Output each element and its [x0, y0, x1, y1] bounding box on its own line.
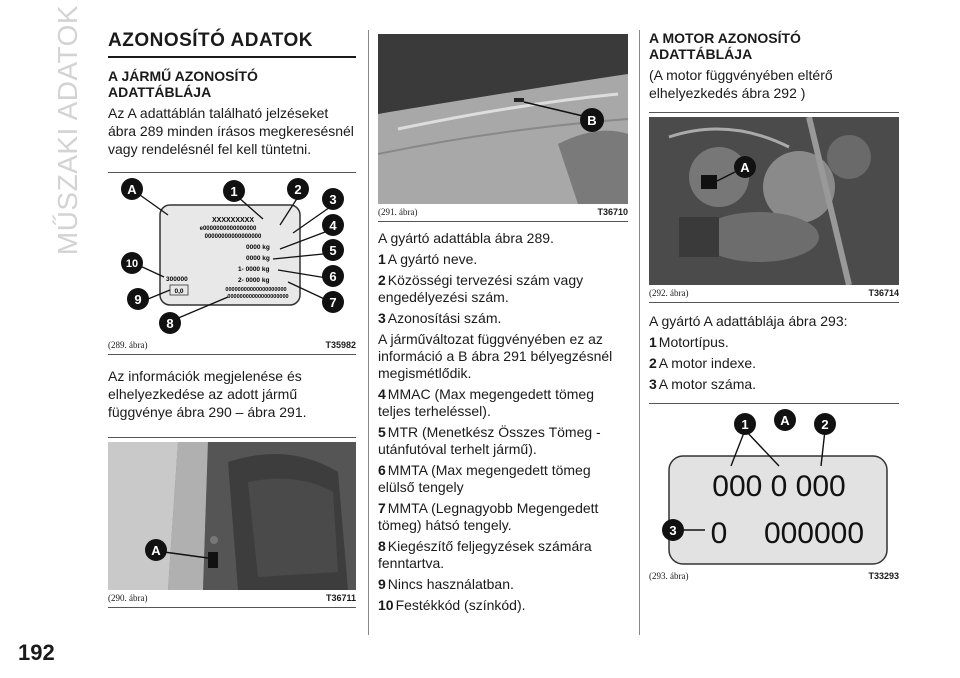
plate-line: 00000000000000000000	[225, 287, 287, 293]
legend-item-text: Motortípus.	[658, 334, 729, 350]
legend-item-text: Festékkód (színkód).	[395, 597, 526, 613]
legend-item-text: A gyártó neve.	[387, 251, 478, 267]
figure-291	[378, 30, 628, 222]
callout-marker: A	[780, 413, 790, 428]
legend-item	[378, 331, 628, 382]
figure-290	[108, 437, 356, 608]
legend-item-text: MTR (Menetkész Összes Tömeg - utánfutóval terhelt jármű).	[378, 424, 601, 457]
legend-item-number: 1	[649, 334, 657, 350]
figure-caption	[378, 207, 628, 217]
page-number: 192	[18, 640, 55, 665]
legend-item-text: A járműváltozat függvényében ez az információ a B ábra 291 bélyegzésnél megismétlődik.	[378, 331, 613, 381]
legend-item	[378, 272, 628, 306]
callout-marker: B	[587, 113, 597, 128]
figure-caption-number: (290. ábra)	[108, 593, 148, 603]
callout-marker: 6	[329, 269, 337, 284]
engine-plate-illustration	[649, 408, 899, 568]
plate-line: 0000 kg	[246, 244, 270, 251]
legend-item-text: Kiegészítő feljegyzések számára fenntartva.	[378, 538, 592, 571]
legend-item-text: MMTA (Legnagyobb Megengedett tömeg) hátsó tengely.	[378, 500, 599, 533]
figure-caption-code: T36710	[597, 207, 628, 217]
callout-marker: 3	[669, 523, 677, 538]
legend-item-number: 9	[378, 576, 386, 592]
vehicle-plate-illustration	[108, 177, 356, 337]
column-1	[108, 30, 356, 608]
callout-marker: A	[151, 543, 161, 558]
callout-marker: 9	[134, 292, 142, 307]
callout-marker: A	[740, 160, 750, 175]
figure-caption-code: T33293	[868, 571, 899, 581]
column-divider	[639, 30, 640, 635]
legend-item-text: Közösségi tervezési szám vagy engedélyezési szám.	[378, 272, 584, 305]
legend-item-number: 3	[649, 376, 657, 392]
plate-code: 300000	[166, 276, 188, 283]
legend-item-number: 5	[378, 424, 386, 440]
section-side-tab-label: MŰSZAKI ADATOK	[52, 4, 83, 256]
callout-marker: A	[127, 182, 137, 197]
legend-item	[378, 462, 628, 496]
engine-bay-photo	[649, 117, 899, 285]
legend-item-number: 2	[378, 272, 386, 288]
figure-292	[649, 112, 899, 303]
engine-type-line: 000 0 000	[712, 470, 846, 503]
legend-item-number: 3	[378, 310, 386, 326]
figure-caption	[108, 340, 356, 350]
legend-intro: A gyártó adattábla ábra 289.	[378, 230, 554, 246]
windscreen-vin-photo	[378, 34, 628, 204]
legend-item-number: 6	[378, 462, 386, 478]
legend-item	[378, 386, 628, 420]
legend-item-number: 10	[378, 597, 394, 613]
figure-caption-number: (291. ábra)	[378, 207, 418, 217]
legend-item	[649, 355, 899, 372]
section-heading: A JÁRMŰ AZONOSÍTÓ ADATTÁBLÁJA	[108, 68, 258, 100]
info-paragraph: Az információk megjelenése és elhelyezkedése az adott jármű függvénye ábra 290 – ábra 291.	[108, 368, 307, 420]
callout-marker: 5	[329, 243, 337, 258]
plate-line: 0000 kg	[246, 255, 270, 262]
figure-caption	[649, 571, 899, 581]
figure-caption-number: (292. ábra)	[649, 288, 689, 298]
plate-line: XXXXXXXXX	[211, 217, 255, 224]
legend-item-text: Nincs használatban.	[387, 576, 514, 592]
legend-item	[378, 251, 628, 268]
column-2	[378, 30, 628, 618]
legend-item	[378, 576, 628, 593]
plate-line: 2- 0000 kg	[238, 277, 270, 284]
legend-item	[378, 597, 628, 614]
plate-legend	[378, 230, 628, 614]
legend-item-number: 7	[378, 500, 386, 516]
callout-marker: 2	[821, 417, 829, 432]
plate-line: 1- 0000 kg	[238, 266, 270, 273]
callout-marker: 1	[741, 417, 749, 432]
figure-caption	[649, 288, 899, 298]
legend-item-number: 2	[649, 355, 657, 371]
callout-marker: 4	[329, 218, 337, 233]
legend-item	[378, 500, 628, 534]
figure-caption-number: (293. ábra)	[649, 571, 689, 581]
legend-list	[649, 334, 899, 393]
callout-marker: 2	[294, 182, 302, 197]
legend-item	[378, 538, 628, 572]
engine-index: 0	[710, 517, 728, 550]
legend-item-number: 1	[378, 251, 386, 267]
door-frame-photo	[108, 442, 356, 590]
intro-paragraph: Az A adattáblán található jelzéseket ábra 289 minden írásos megkeresésnél vagy rendelésnél fel kell tüntetni.	[108, 105, 354, 157]
plate-line: e0000000000000000	[199, 226, 257, 232]
legend-item	[649, 376, 899, 393]
section-side-tab	[48, 4, 88, 256]
figure-caption-code: T36714	[868, 288, 899, 298]
figure-caption	[108, 593, 356, 603]
engine-number: 000000	[763, 517, 865, 550]
legend-item-text: MMAC (Max megengedett tömeg teljes terheléssel).	[378, 386, 594, 419]
callout-marker: 3	[329, 192, 337, 207]
section-heading: A MOTOR AZONOSÍTÓ ADATTÁBLÁJA	[649, 30, 801, 62]
intro-paragraph: (A motor függvényében eltérő elhelyezkedés ábra 292 )	[649, 67, 833, 101]
plate-paint-code: 0,0	[174, 288, 184, 295]
column-divider	[368, 30, 369, 635]
callout-marker: 1	[230, 184, 238, 199]
legend-intro: A gyártó A adattáblája ábra 293:	[649, 313, 848, 329]
plate-line: 00000000000000000000	[227, 294, 289, 300]
figure-293	[649, 403, 899, 585]
legend-item-number: 4	[378, 386, 386, 402]
callout-marker: 10	[125, 258, 139, 270]
plate-line: 00000000000000000	[204, 234, 262, 240]
callout-marker: 8	[166, 316, 174, 331]
legend-item-text: A motor száma.	[658, 376, 757, 392]
engine-plate-legend	[649, 313, 899, 393]
legend-item	[378, 424, 628, 458]
legend-item	[649, 334, 899, 351]
legend-item-text: MMTA (Max megengedett tömeg elülső tengely	[378, 462, 591, 495]
legend-list	[378, 251, 628, 614]
legend-item-text: Azonosítási szám.	[387, 310, 502, 326]
legend-item-text: A motor indexe.	[658, 355, 757, 371]
callout-marker: 7	[329, 295, 337, 310]
figure-caption-number: (289. ábra)	[108, 340, 148, 350]
legend-item	[378, 310, 628, 327]
column-3	[649, 30, 899, 585]
legend-item-number: 8	[378, 538, 386, 554]
figure-caption-code: T36711	[325, 593, 356, 603]
figure-289	[108, 172, 356, 355]
figure-caption-code: T35982	[325, 340, 356, 350]
page-title: AZONOSÍTÓ ADATOK	[108, 30, 356, 58]
